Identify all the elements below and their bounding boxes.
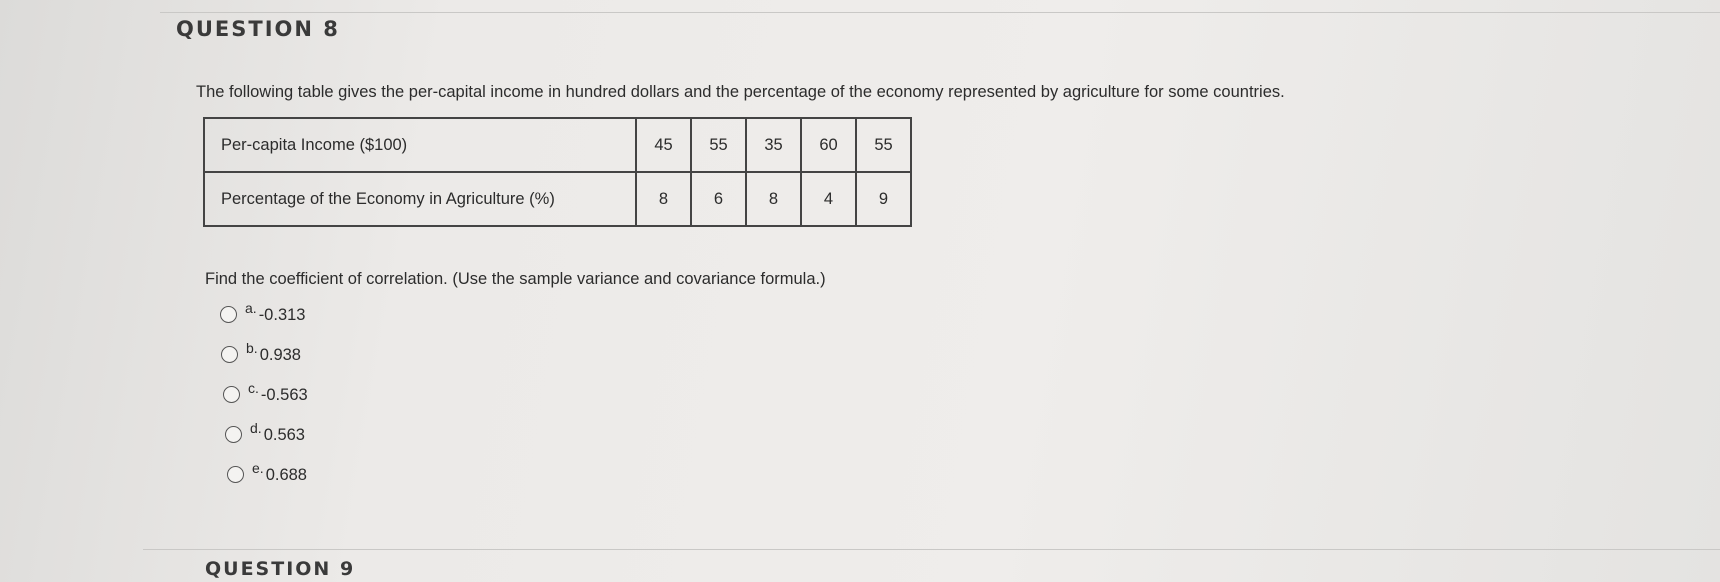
- option-b[interactable]: [221, 342, 301, 365]
- top-divider: [160, 12, 1720, 13]
- option-c[interactable]: [223, 382, 308, 405]
- question-9-heading: QUESTION 9: [205, 558, 356, 580]
- table-cell: 55: [856, 118, 911, 172]
- option-letter: d.: [250, 420, 262, 436]
- radio-button-b[interactable]: [221, 346, 238, 363]
- data-table: [203, 117, 912, 227]
- option-a[interactable]: [220, 302, 305, 325]
- option-value: 0.563: [263, 426, 305, 444]
- option-value: 0.938: [259, 346, 301, 364]
- option-value: -0.563: [260, 386, 308, 404]
- radio-button-e[interactable]: [227, 466, 244, 483]
- row-label-agriculture: Percentage of the Economy in Agriculture (%): [204, 172, 636, 226]
- table-cell: 35: [746, 118, 801, 172]
- option-value: 0.688: [265, 466, 307, 484]
- table-cell: 45: [636, 118, 691, 172]
- radio-button-d[interactable]: [225, 426, 242, 443]
- table-cell: 4: [801, 172, 856, 226]
- table-cell: 8: [746, 172, 801, 226]
- table-cell: 9: [856, 172, 911, 226]
- table-row-agriculture: [204, 172, 911, 226]
- option-value: -0.313: [258, 306, 306, 324]
- radio-button-a[interactable]: [220, 306, 237, 323]
- question-text: Find the coefficient of correlation. (Use the sample variance and covariance formula.): [205, 270, 826, 288]
- option-d[interactable]: [225, 422, 305, 445]
- option-letter: a.: [245, 300, 257, 316]
- option-letter: e.: [252, 460, 264, 476]
- question-prompt: The following table gives the per-capital income in hundred dollars and the percentage of the economy represented by agriculture for some countries.: [196, 83, 1285, 101]
- table-cell: 60: [801, 118, 856, 172]
- table-cell: 55: [691, 118, 746, 172]
- question-8-heading: QUESTION 8: [176, 17, 340, 41]
- option-e[interactable]: [227, 462, 307, 485]
- section-divider: [143, 549, 1720, 550]
- table-cell: 8: [636, 172, 691, 226]
- option-letter: b.: [246, 340, 258, 356]
- radio-button-c[interactable]: [223, 386, 240, 403]
- table-cell: 6: [691, 172, 746, 226]
- row-label-income: Per-capita Income ($100): [204, 118, 636, 172]
- option-letter: c.: [248, 380, 259, 396]
- table-row-income: [204, 118, 911, 172]
